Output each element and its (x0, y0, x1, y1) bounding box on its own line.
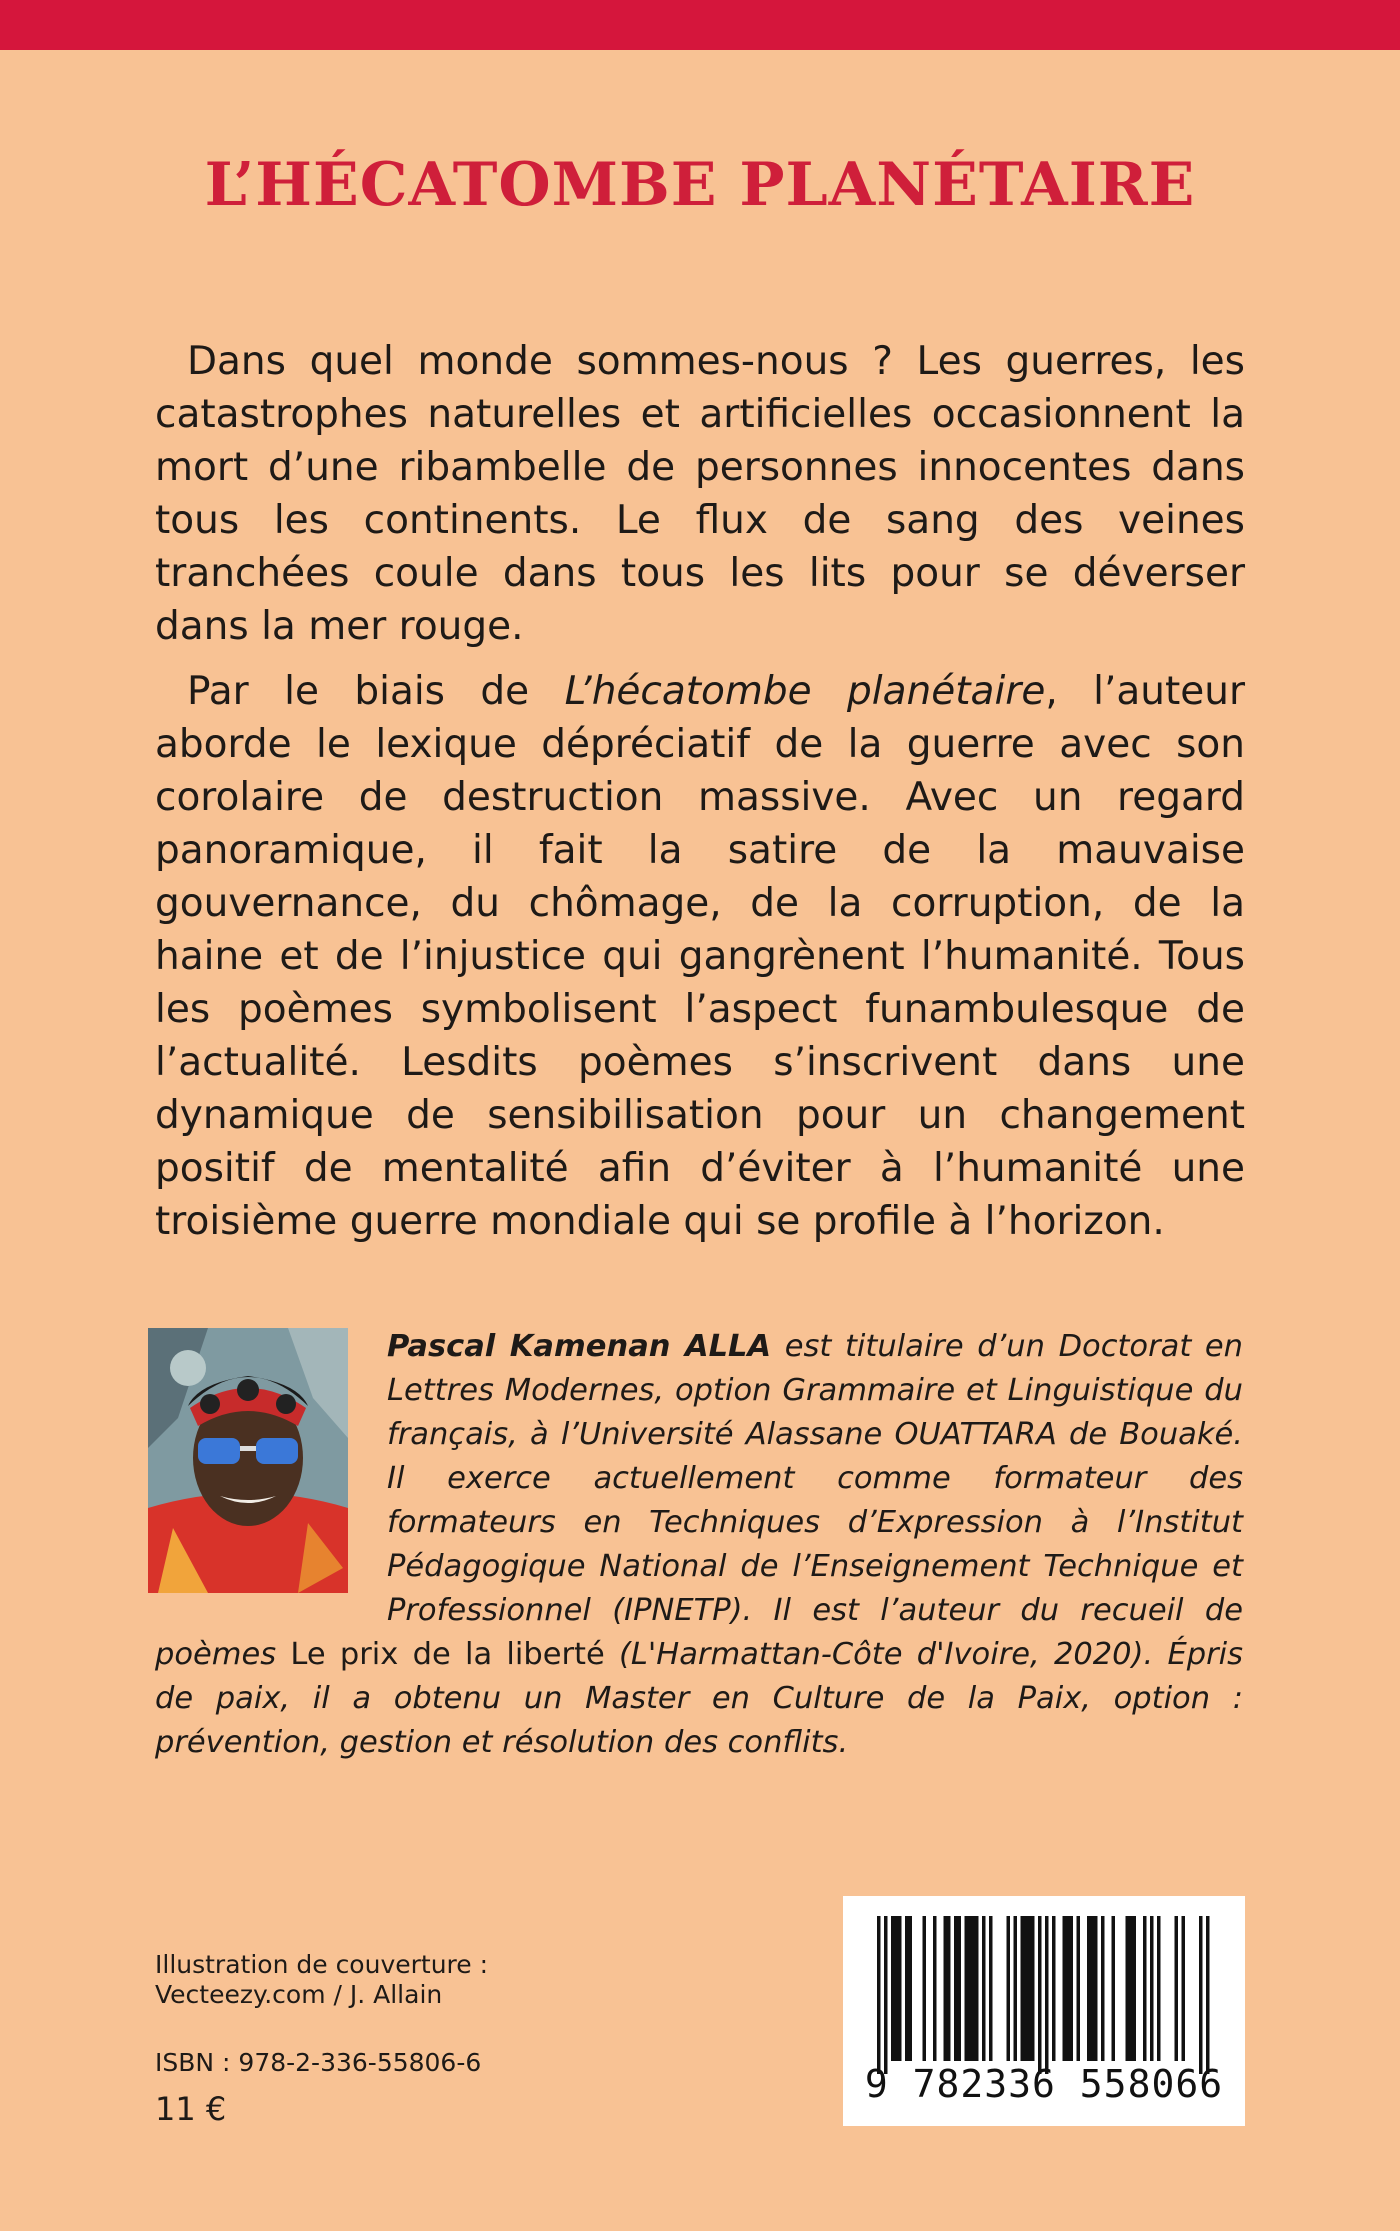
barcode-bar (1182, 1916, 1186, 2061)
price-text: 11 € (155, 2090, 227, 2128)
barcode-bar (1133, 1916, 1137, 2061)
bio-text-part-b: (L'Harmattan-Côte d'Ivoire, 2020). Épris de paix, il a obtenu un Master en Culture de la Paix, option : prévention, gestion et résolution des conflits. (155, 1637, 1243, 1760)
barcode-digits: 9 782336 558066 (864, 2062, 1224, 2106)
barcode-bar (1087, 1916, 1091, 2061)
barcode-bar (1007, 1916, 1011, 2061)
barcode-bar (1206, 1916, 1210, 2074)
barcode-bar (1094, 1916, 1098, 2061)
barcode-bar (1021, 1916, 1025, 2061)
blurb-p2-start: Par le biais de (187, 669, 565, 714)
barcode-bar (958, 1916, 962, 2061)
barcode-bar (1150, 1916, 1154, 2061)
barcode-bar (905, 1916, 909, 2061)
barcode-bar (1077, 1916, 1081, 2061)
barcode-bar (884, 1916, 888, 2074)
blurb-book-title: L’hécatombe planétaire (564, 669, 1046, 714)
barcode-bar (1038, 1916, 1042, 2074)
barcode-bar (1199, 1916, 1203, 2074)
barcode-panel (843, 1896, 1245, 2126)
barcode-bar (982, 1916, 986, 2061)
barcode-bar (1126, 1916, 1130, 2061)
barcode-bar (989, 1916, 993, 2061)
barcode-bar (891, 1916, 895, 2061)
barcode-bar (1091, 1916, 1095, 2061)
barcode-bar (1045, 1916, 1049, 2074)
credits-label: Illustration de couverture : (155, 1950, 489, 1979)
barcode-bar (895, 1916, 899, 2061)
barcode-bar (1175, 1916, 1179, 2061)
barcode-bar (933, 1916, 937, 2061)
barcode-bar (1031, 1916, 1035, 2061)
credits-source: Vecteezy.com / J. Allain (155, 1980, 443, 2009)
cover-credits (155, 1950, 488, 2010)
author-bio-text (155, 1325, 1243, 1765)
barcode-bar (1066, 1916, 1070, 2061)
back-cover-blurb (155, 335, 1245, 1260)
blurb-paragraph-1: Dans quel monde sommes-nous ? Les guerres, les catastrophes naturelles et artificielles occasionnent la mort d’une ribambelle de personnes innocentes dans tous les continents. Le flux de sang des veines tranchées coule dans tous les lits pour se déverser dans la mer rouge. (155, 339, 1245, 649)
book-title: L’HÉCATOMBE PLANÉTAIRE (204, 150, 1196, 220)
barcode-bar (1112, 1916, 1116, 2061)
barcode-bar (968, 1916, 972, 2061)
bio-book-title: Le prix de la liberté (290, 1637, 605, 1672)
barcode-bar (1070, 1916, 1074, 2061)
isbn-text: ISBN : 978-2-336-55806-6 (155, 2048, 482, 2077)
barcode-bar (947, 1916, 951, 2061)
blurb-paragraph-2 (155, 665, 1245, 1248)
barcode-bar (954, 1916, 958, 2061)
barcode-bar (877, 1916, 881, 2074)
barcode-bar (909, 1916, 913, 2061)
barcode-bar (1143, 1916, 1147, 2061)
barcode-bar (1052, 1916, 1056, 2061)
barcode-bar (972, 1916, 976, 2061)
bio-text-part-a: est titulaire d’un Doctorat en Lettres Modernes, option Grammaire et Linguistique du français, à l’Université Alassane OUATTARA de Bouaké. Il exerce actuellement comme formateur des formateurs en Techniques d’Expression à l’Institut Pédagogique National de l’Enseignement Technique et Professionnel (IPNETP). Il est l’auteur du recueil de poèmes (155, 1329, 1243, 1672)
barcode-bar (1024, 1916, 1028, 2061)
author-name: Pascal Kamenan ALLA (387, 1329, 772, 1364)
barcode-bar (975, 1916, 979, 2061)
barcode-bar (1063, 1916, 1067, 2061)
barcode-bar (1028, 1916, 1032, 2061)
top-color-band (0, 0, 1400, 50)
barcode-bar (944, 1916, 948, 2061)
barcode-bar (1014, 1916, 1018, 2061)
barcode-bar (1157, 1916, 1161, 2061)
author-bio (155, 1325, 1243, 1765)
barcode-bar (965, 1916, 969, 2061)
barcode-bar (923, 1916, 927, 2061)
barcode-bar (898, 1916, 902, 2061)
barcode-bar (1129, 1916, 1133, 2061)
blurb-p2-end: , l’auteur aborde le lexique dépréciatif de la guerre avec son corolaire de destruction massive. Avec un regard panoramique, il fait la satire de la mauvaise gouvernance, du chômage, de la corruption, de la haine et de l’injustice qui gangrènent l’humanité. Tous les poèmes symbolisent l’aspect funambulesque de l’actualité. Lesdits poèmes s’inscrivent dans une dynamique de sensibilisation pour un changement positif de mentalité afin d’éviter à l’humanité une troisième guerre mondiale qui se profile à l’horizon. (155, 669, 1246, 1244)
barcode-bar (1101, 1916, 1105, 2061)
